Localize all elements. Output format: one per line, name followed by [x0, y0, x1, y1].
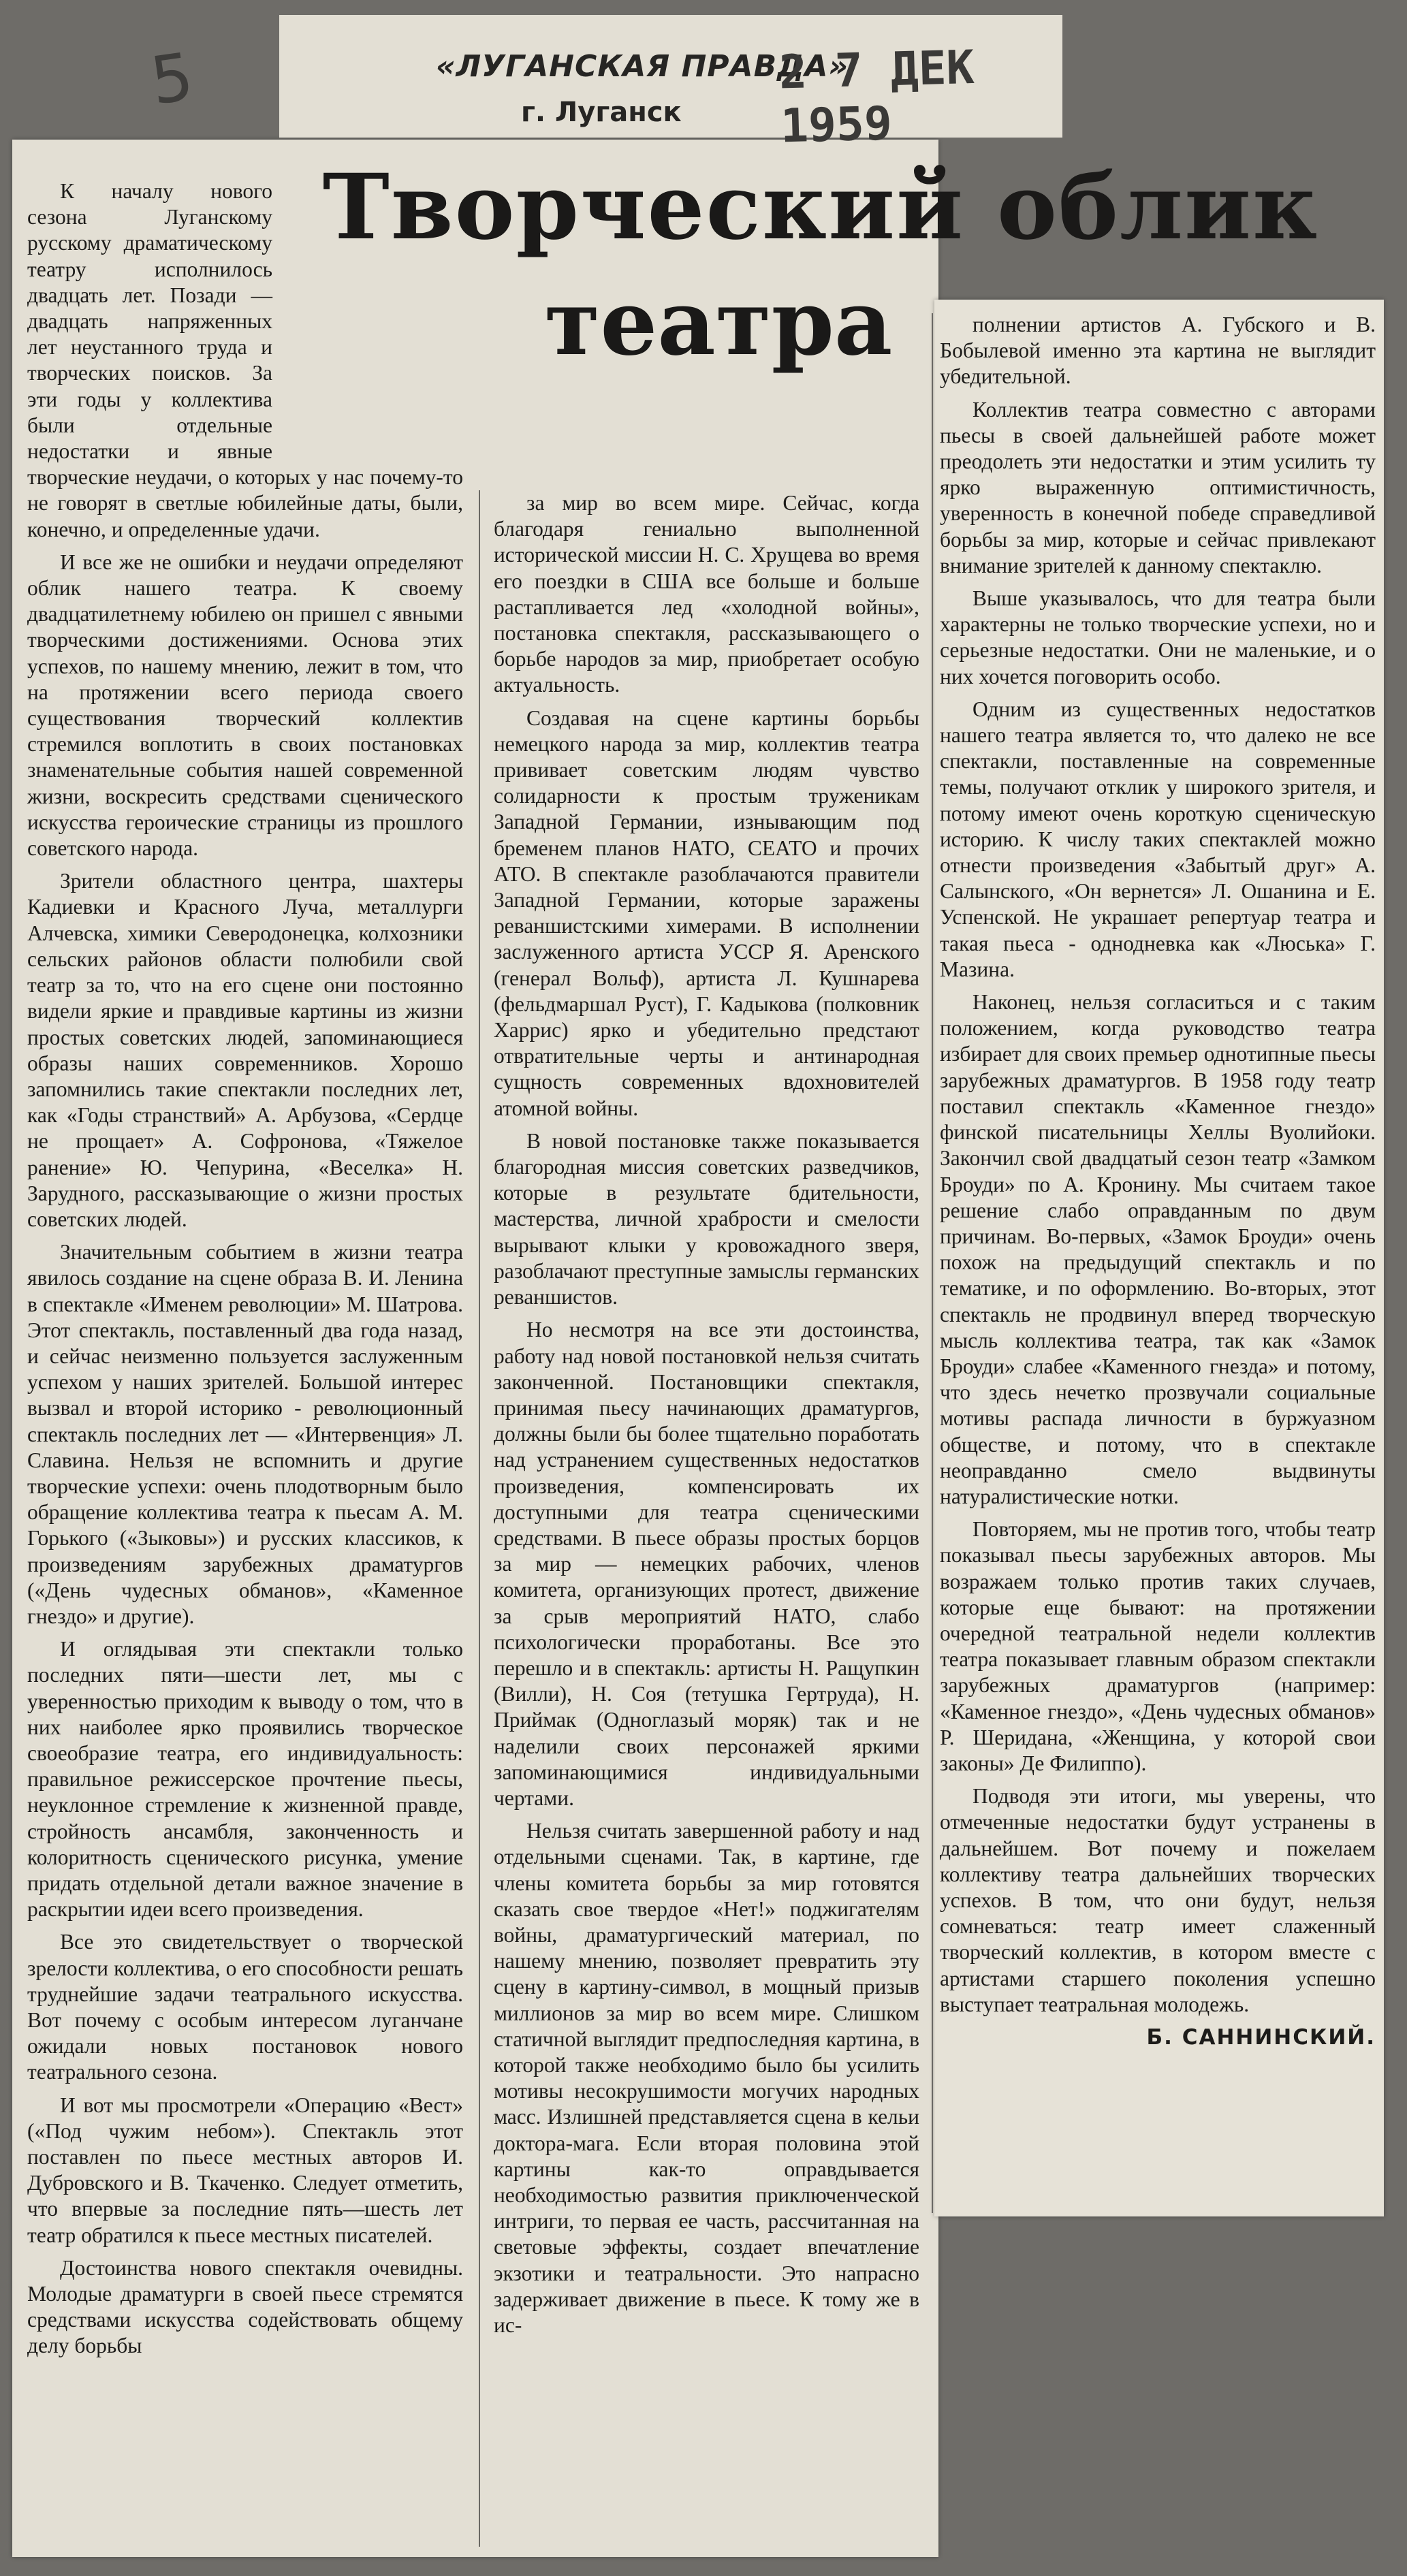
handwritten-number: 5 — [146, 38, 198, 120]
newspaper-name: «ЛУГАНСКАЯ ПРАВДА» — [436, 49, 849, 84]
article-column-3 — [940, 312, 1376, 2050]
paragraph: Наконец, нельзя согласиться и с таким положением, когда руководство театра избирает для своих премьер однотипные пьесы зарубежных драматургов. В 1958 году театр поставил спектакль «Каменное гнездо» финской писательницы Хеллы Вуолийоки. Закончил свой двадцатый сезон театр «Замком Броуди» по А. Кронину. Мы считаем такое решение слабо оправданным по двум причинам. Во-первых, «Замок Броуди» очень похож на предыдущий спектакль и по тематике, и по оформлению. Во-вторых, этот спектакль не продвинул вперед творческую мысль коллектива театра, так как «Замок Броуди» слабее «Каменного гнезда» и потому, что здесь нечетко прозвучали социальные мотивы распада личности в буржуазном обществе, и потому, что в спектакле неоправданно смело выдвинуты натуралистические нотки. — [940, 990, 1376, 1508]
paragraph: Коллектив театра совместно с авторами пьесы в своей дальнейшей работе может преодолеть эти недостатки и этим усилить ту ярко выраженную оптимистичность, уверенность в конечной победе справедливой борьбы за мир, которые и сейчас привлекают внимание зрителей к данному спектаклю. — [940, 397, 1376, 577]
newspaper-city: г. Луганск — [521, 97, 682, 128]
column-rule-1 — [479, 490, 480, 2547]
paragraph: Создавая на сцене картины борьбы немецкого народа за мир, коллектив театра прививает советским людям чувство солидарности к простым труженикам Западной Германии, изнывающим под бременем планов НАТО, СЕАТО и прочих АТО. В спектакле разоблачаются правители Западной Германии, которые заражены реваншистскими химерами. В исполнении заслуженного артиста УССР Я. Аренского (генерал Вольф), артиста Л. Кушнарева (фельдмаршал Руст), Г. Кадыкова (полковник Харрис) ярко и убедительно предстают отвратительные черты и антинародная сущность современных вдохновителей атомной войны. — [494, 705, 919, 1120]
masthead — [279, 15, 1062, 154]
headline-line-1: Творческий облик — [322, 155, 1319, 260]
paragraph: Нельзя считать завершенной работу и над отдельными сценами. Так, в картине, где члены комитета борьбы за мир готовятся сказать свое твердое «Нет!» поджигателям войны, драматургический материал, по нашему мнению, позволяет превратить эту сцену в картину-символ, в мощный призыв миллионов за мир во всем мире. Слишком статичной выглядит предпоследняя картина, в которой также необходимо было бы усилить мотивы несокрушимости могучих народных масс. Излишней представляется сцена в кельи доктора-мага. Если вторая половина этой картины как-то оправдывается необходимостью развития приключенческой интриги, то первая ее часть, рассчитанная на световые эффекты, создает впечатление экзотики и театральности. Это напрасно задерживает движение в пьесе. К тому же в ис- — [494, 1819, 919, 2338]
paragraph: Достоинства нового спектакля очевидны. Молодые драматурги в своей пьесе стремятся средствами искусства содействовать общему делу борьбы — [27, 2255, 463, 2358]
paragraph: Но несмотря на все эти достоинства, работу над новой постановкой нельзя считать законченной. Постановщики спектакля, принимая пьесу начинающих драматургов, должны были бы более тщательно поработать над устранением существенных недостатков произведения, компенсировать их доступными для театра сценическими средствами. В пьесе образы простых борцов за мир — немецких рабочих, членов комитета, организующих протест, движение за срыв мероприятий НАТО, слабо психологически проработаны. Все это перешло и в спектакль: артисты Н. Ращупкин (Вилли), Н. Соя (тетушка Гертруда), Н. Приймак (Одноглазый моряк) так и не наделили своих персонажей яркими запоминающимися индивидуальными чертами. — [494, 1318, 919, 1810]
paragraph: за мир во всем мире. Сейчас, когда благодаря гениально выполненной исторической миссии Н. С. Хрущева во время его поездки в США все больше и больше растапливается лед «холодной войны», постановка спектакля, рассказывающего о борьбе народов за мир, приобретает особую актуальность. — [494, 491, 919, 697]
author-signature: Б. САННИНСКИЙ. — [1146, 2025, 1376, 2050]
article-column-1 — [27, 178, 463, 2366]
headline-line-2: театра — [544, 270, 893, 376]
paragraph: И все же не ошибки и неудачи определяют облик нашего театра. К своему двадцатилетнему юбилею он пришел с явными творческими достижениями. Основа этих успехов, по нашему мнению, лежит в том, что на протяжении всего периода своего существования творческий коллектив стремился воплотить в своих постановках знаменательные события нашей современной жизни, воскресить средствами сценического искусства героические страницы из прошлого советского народа. — [27, 550, 463, 861]
paragraph: Одним из существенных недостатков нашего театра является то, что далеко не все спектакли, поставленные на современные темы, получают отклик у широкого зрителя, и потому имеют очень короткую сценическую историю. К числу таких спектаклей можно отнести произведения «Забытый друг» А. Салынского, «Он вернется» Л. Ошанина и Е. Успенской. Не украшает репертуар театра и такая пьеса - однодневка как «Люська» Г. Мазина. — [940, 697, 1376, 981]
paragraph: Повторяем, мы не против того, чтобы театр показывал пьесы зарубежных авторов. Мы возражаем только против таких случаев, которые еще бывают: на протяжении очередной театральной недели коллектив театра показывает главным образом спектакли зарубежных драматургов (например: «Каменное гнездо», «День чудесных обманов» Р. Шеридана, «Женщина, у которой свои законы» Де Филиппо). — [940, 1517, 1376, 1775]
date-stamp: 2 7 ДЕК 1959 — [778, 40, 975, 154]
paragraph: К началу нового сезона Луганскому русскому драматическому театру исполнилось двадцать лет. Позади — двадцать напряженных лет неустанного труда и творческих поисков. За эти годы у коллектива были отдельные недостатки и явные творческие неудачи, о которых у нас почему-то не говорят в светлые юбилейные даты, были, конечно, и определенные удачи. — [27, 179, 463, 541]
paragraph: И вот мы просмотрели «Операцию «Вест» («Под чужим небом»). Спектакль этот поставлен по пьесе местных авторов И. Дубровского и В. Ткаченко. Следует отметить, что впервые за последние пять—шесть лет театр обратился к пьесе местных писателей. — [27, 2093, 463, 2247]
article-column-2 — [494, 490, 919, 2345]
paragraph: Подводя эти итоги, мы уверены, что отмеченные недостатки будут устранены в дальнейшем. Вот почему и пожелаем коллективу театра дальнейших творческих успехов. В том, что они будут, нельзя сомневаться: театр имеет слаженный творческий коллектив, в котором вместе с артистами старшего поколения успешно выступает театральная молодежь. — [940, 1784, 1376, 2016]
paragraph: Зрители областного центра, шахтеры Кадиевки и Красного Луча, металлурги Алчевска, химики Северодонецка, колхозники сельских районов области полюбили свой театр за то, что на его сцене они постоянно видели яркие и правдивые картины из жизни простых советских людей, запоминающиеся образы наших современников. Хорошо запомнились такие спектакли последних лет, как «Годы странствий» А. Арбузова, «Сердце не прощает» А. Софронова, «Тяжелое ранение» Ю. Чепурина, «Веселка» Н. Зарудного, рассказывающие о жизни простых советских людей. — [27, 869, 463, 1231]
paragraph: И оглядывая эти спектакли только последних пяти—шести лет, мы с уверенностью приходим к выводу о том, что в них наиболее ярко проявились творческое своеобразие театра, его индивидуальность: правильное режиссерское прочтение пьесы, неуклонное стремление к жизненной правде, стройность ансамбля, законченность и колоритность сценического рисунка, умение придать отдельной детали важное значение в раскрытии идеи всего произведения. — [27, 1637, 463, 1922]
paragraph: Выше указывалось, что для театра были характерны не только творческие успехи, но и серьезные недостатки. Они не маленькие, и о них хочется поговорить особо. — [940, 586, 1376, 688]
column-rule-2 — [932, 313, 933, 2213]
paragraph: Значительным событием в жизни театра явилось создание на сцене образа В. И. Ленина в спектакле «Именем революции» М. Шатрова. Этот спектакль, поставленный два года назад, и сейчас неизменно пользуется заслуженным успехом у наших зрителей. Большой интерес вызвал и второй историко - революционный спектакль последних лет — «Интервенция» Л. Славина. Нельзя не вспомнить и другие творческие успехи: очень плодотворным было обращение коллектива театра к пьесам А. М. Горького («Зыковы») и русских классиков, к произведениям зарубежных драматургов («День чудесных обманов», «Каменное гнездо» и другие). — [27, 1240, 463, 1628]
paragraph: В новой постановке также показывается благородная миссия советских разведчиков, которые в результате бдительности, мастерства, личной храбрости и смелости вырывают клыки у кровожадного зверя, разоблачают преступные замыслы германских реваншистов. — [494, 1128, 919, 1309]
paragraph: Все это свидетельствует о творческой зрелости коллектива, о его способности решать труднейшие задачи театрального искусства. Вот почему с особым интересом луганчане ожидали новых постановок нового театрального сезона. — [27, 1930, 463, 2084]
paragraph: полнении артистов А. Губского и В. Бобылевой именно эта картина не выглядит убедительной. — [940, 313, 1376, 389]
